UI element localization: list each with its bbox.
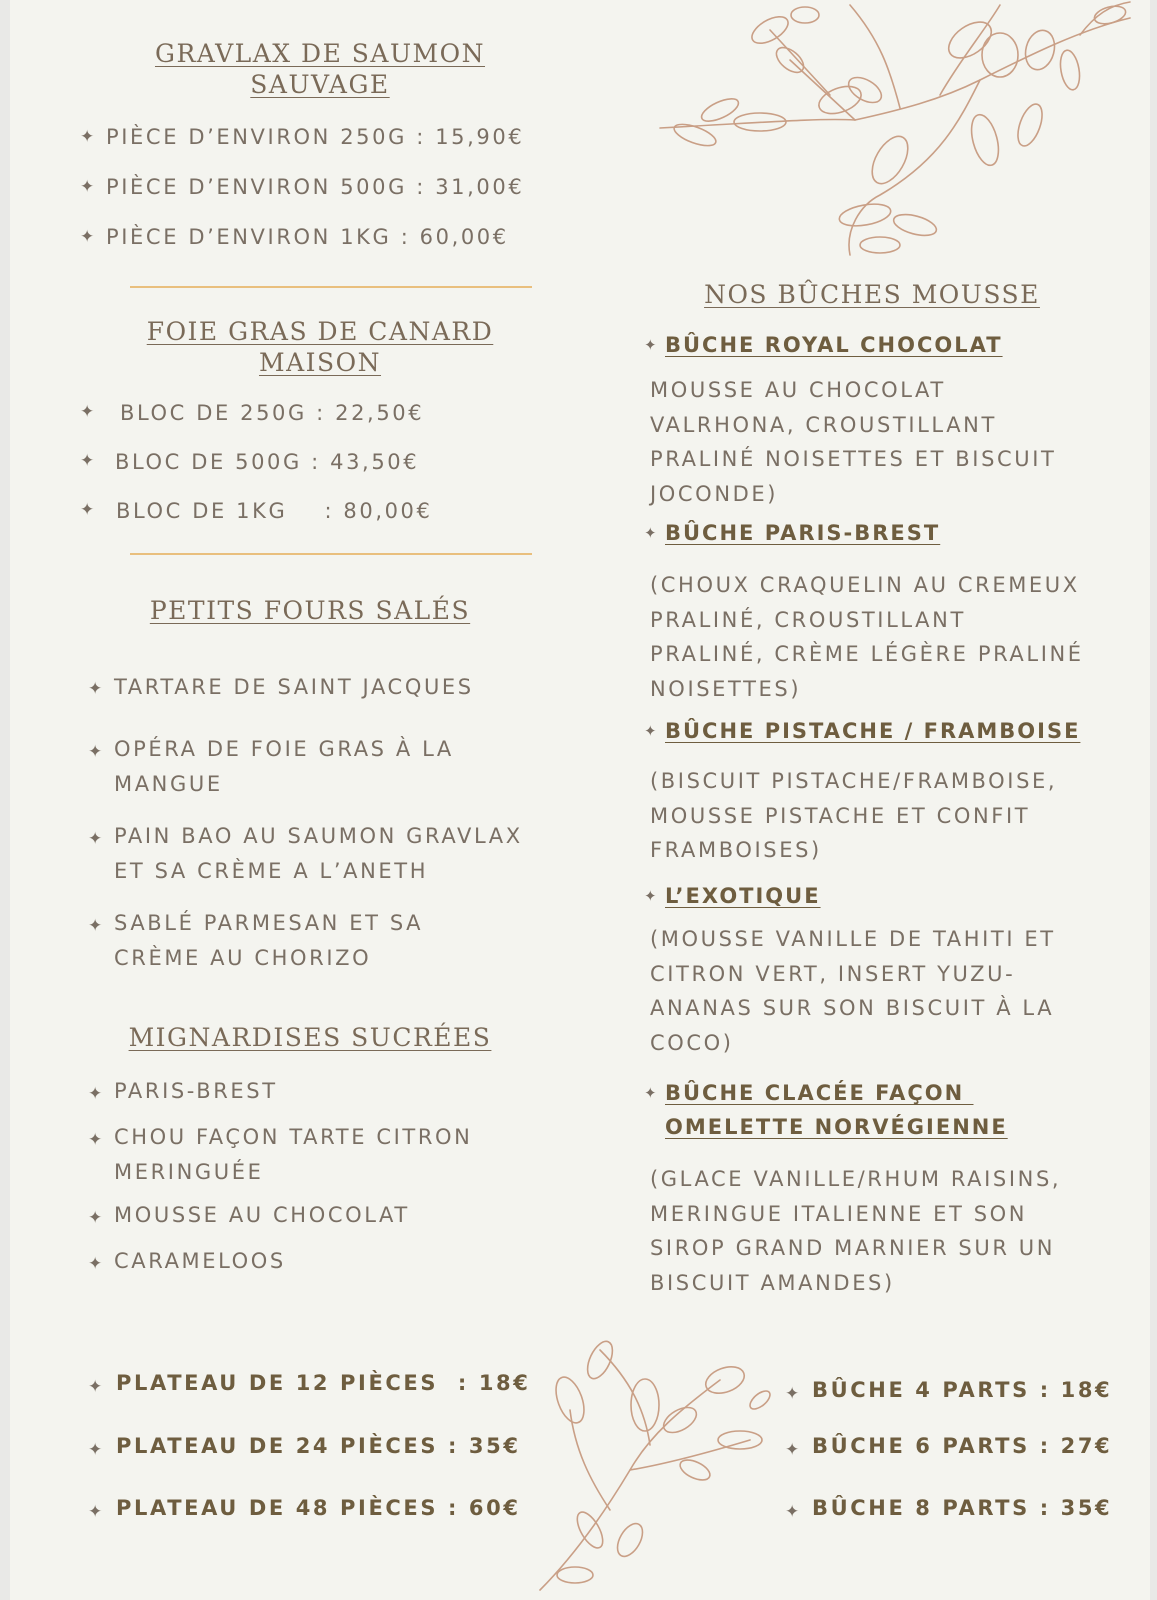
gravlax-section-title <box>120 38 520 100</box>
petits-fours-section-title: PETITS FOURS SALÉS <box>149 596 471 625</box>
bullet-star-icon: ✦ <box>785 1502 800 1522</box>
bullet-star-icon: ✦ <box>88 1130 103 1150</box>
buche-description: (MOUSSE VANILLE DE TAHITI ET CITRON VERT, INSERT YUZU- ANANAS SUR SON BISCUIT À LA COCO) <box>650 927 1056 1055</box>
bullet-star-icon: ✦ <box>88 742 103 762</box>
bullet-star-icon: ✦ <box>88 679 103 699</box>
buche-description: (CHOUX CRAQUELIN AU CREMEUX PRALINÉ, CROUSTILLANT PRALINÉ, CRÈME LÉGÈRE PRALINÉ NOISETTES) <box>650 573 1084 701</box>
bullet-star-icon: ✦ <box>88 1254 103 1274</box>
bullet-star-icon: ✦ <box>785 1440 800 1460</box>
gravlax-item: PIÈCE D’ENVIRON 250G : 15,90€ <box>106 125 525 149</box>
foie-gras-item: BLOC DE 1KG : 80,00€ <box>116 499 433 523</box>
foie-gras-title-line2: MAISON <box>258 348 382 377</box>
buches-section-title: NOS BÛCHES MOUSSE <box>704 280 1040 309</box>
bullet-star-icon: ✦ <box>785 1384 800 1404</box>
bullet-star-icon: ✦ <box>644 722 657 740</box>
bullet-star-icon: ✦ <box>88 916 103 936</box>
foie-gras-title-line1: FOIE GRAS DE CANARD <box>146 317 494 346</box>
section-divider <box>130 553 532 555</box>
bullet-star-icon: ✦ <box>644 336 657 354</box>
buche-name: BÛCHE PARIS-BREST <box>665 521 941 545</box>
bullet-star-icon: ✦ <box>80 127 95 147</box>
bullet-star-icon: ✦ <box>80 227 95 247</box>
mignardises-item: CHOU FAÇON TARTE CITRON MERINGUÉE <box>114 1125 473 1184</box>
bullet-star-icon: ✦ <box>88 1377 103 1397</box>
plateau-price: PLATEAU DE 48 PIÈCES : 60€ <box>116 1496 521 1520</box>
bullet-star-icon: ✦ <box>88 1208 103 1228</box>
bullet-star-icon: ✦ <box>80 402 95 422</box>
mignardises-item: PARIS-BREST <box>114 1079 278 1103</box>
buche-price: BÛCHE 8 PARTS : 35€ <box>812 1496 1113 1520</box>
petits-fours-item: OPÉRA DE FOIE GRAS À LA MANGUE <box>114 737 454 796</box>
buche-description: (GLACE VANILLE/RHUM RAISINS, MERINGUE ITALIENNE ET SON SIROP GRAND MARNIER SUR UN BISCUIT AMANDES) <box>650 1167 1062 1295</box>
bullet-star-icon: ✦ <box>88 829 103 849</box>
petits-fours-item: PAIN BAO AU SAUMON GRAVLAX ET SA CRÈME A L’ANETH <box>114 824 523 883</box>
buche-name: BÛCHE CLACÉE FAÇON OMELETTE NORVÉGIENNE <box>665 1081 1008 1139</box>
buche-description: (BISCUIT PISTACHE/FRAMBOISE, MOUSSE PISTACHE ET CONFIT FRAMBOISES) <box>650 769 1058 862</box>
buche-description: MOUSSE AU CHOCOLAT VALRHONA, CROUSTILLANT PRALINÉ NOISETTES ET BISCUIT JOCONDE) <box>650 378 1057 506</box>
bullet-star-icon: ✦ <box>88 1440 103 1460</box>
bullet-star-icon: ✦ <box>80 177 95 197</box>
floral-branch-top-icon <box>640 0 1150 265</box>
buche-price: BÛCHE 4 PARTS : 18€ <box>812 1378 1113 1402</box>
bullet-star-icon: ✦ <box>80 451 95 471</box>
plateau-price: PLATEAU DE 24 PIÈCES : 35€ <box>116 1434 521 1458</box>
bullet-star-icon: ✦ <box>644 1084 657 1102</box>
foie-gras-section-title <box>120 316 520 378</box>
floral-branch-bottom-icon <box>530 1340 780 1600</box>
bullet-star-icon: ✦ <box>88 1084 103 1104</box>
foie-gras-item: BLOC DE 500G : 43,50€ <box>115 450 420 474</box>
bullet-star-icon: ✦ <box>88 1502 103 1522</box>
buche-name: BÛCHE PISTACHE / FRAMBOISE <box>665 719 1081 743</box>
bullet-star-icon: ✦ <box>644 887 657 905</box>
bullet-star-icon: ✦ <box>80 500 95 520</box>
buche-price: BÛCHE 6 PARTS : 27€ <box>812 1434 1113 1458</box>
buche-name: BÛCHE ROYAL CHOCOLAT <box>665 333 1003 357</box>
gravlax-title-line1: GRAVLAX DE SAUMON <box>154 39 486 68</box>
gravlax-item: PIÈCE D’ENVIRON 500G : 31,00€ <box>106 175 525 199</box>
plateau-price: PLATEAU DE 12 PIÈCES : 18€ <box>116 1371 531 1395</box>
petits-fours-item: TARTARE DE SAINT JACQUES <box>114 675 474 699</box>
bullet-star-icon: ✦ <box>644 524 657 542</box>
section-divider <box>130 286 532 288</box>
mignardises-item: MOUSSE AU CHOCOLAT <box>114 1203 410 1227</box>
mignardises-section-title: MIGNARDISES SUCRÉES <box>128 1023 492 1052</box>
foie-gras-item: BLOC DE 250G : 22,50€ <box>120 401 425 425</box>
gravlax-item: PIÈCE D’ENVIRON 1KG : 60,00€ <box>106 225 509 249</box>
mignardises-item: CARAMELOOS <box>114 1249 286 1273</box>
menu-sheet <box>10 0 1150 1600</box>
gravlax-title-line2: SAUVAGE <box>250 70 390 99</box>
buche-name: L’EXOTIQUE <box>665 884 821 908</box>
petits-fours-item: SABLÉ PARMESAN ET SA CRÈME AU CHORIZO <box>114 911 424 970</box>
